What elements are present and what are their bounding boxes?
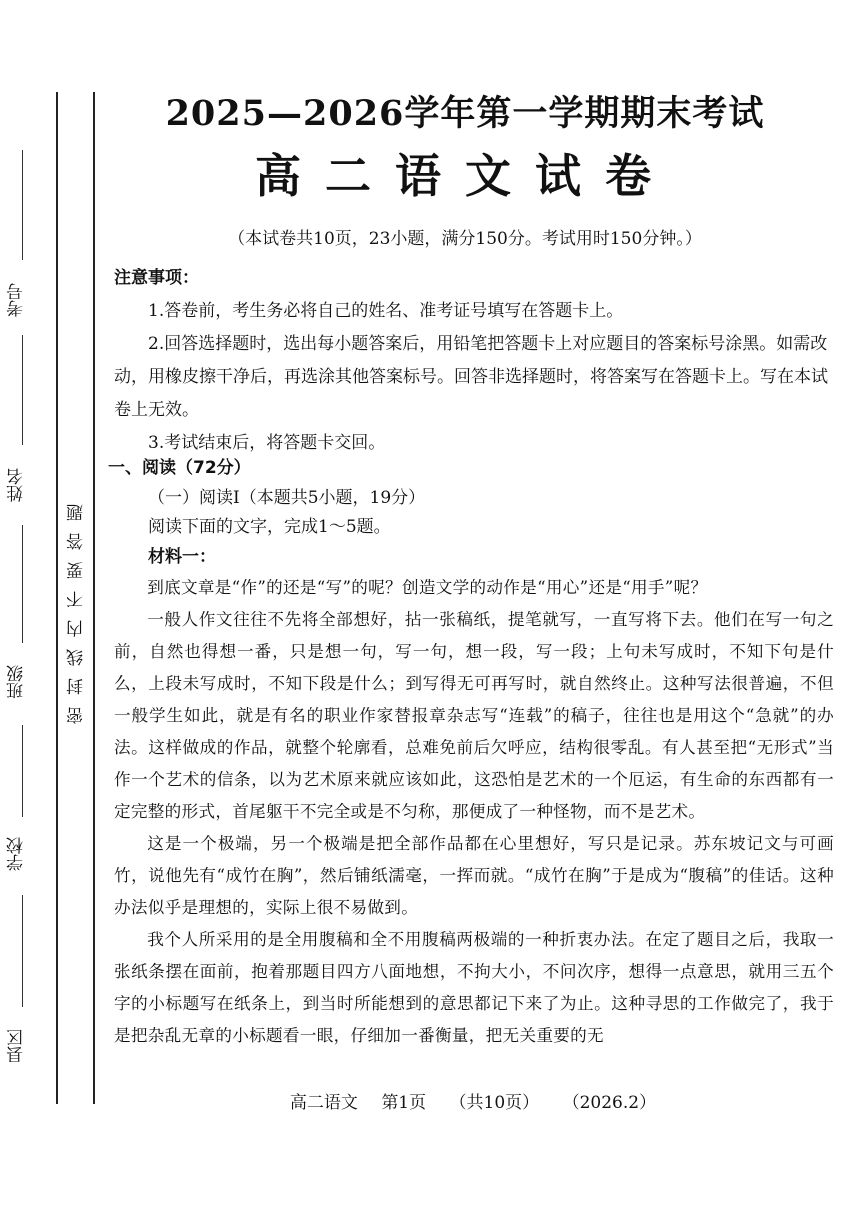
exam-number-line xyxy=(22,150,23,260)
reading-instruction: 阅读下面的文字，完成1～5题。 xyxy=(148,517,391,537)
notice-item: 2.回答选择题时，选出每小题答案后，用铅笔把答题卡上对应题目的答案标号涂黑。如需改动，用橡皮擦干净后，再选涂其他答案标号。回答非选择题时，将答案写在答题卡上。写在本试卷上无效。 xyxy=(114,334,828,420)
notices xyxy=(114,262,834,460)
class-line xyxy=(22,525,23,643)
binding-line-inner xyxy=(93,92,95,1104)
school-label: 学校 xyxy=(7,837,27,871)
school-line xyxy=(22,725,23,817)
footer-total: （共10页） xyxy=(449,1093,540,1113)
passage-paragraph: 到底文章是“作”的还是“写”的呢？创造文学的动作是“用心”还是“用手”呢？ xyxy=(147,578,708,597)
footer-date: （2026.2） xyxy=(562,1093,657,1113)
reading-section xyxy=(108,454,834,1052)
subject-title: 高二语文试卷 xyxy=(255,149,675,203)
name-line xyxy=(22,335,23,445)
passage-paragraph: 这是一个极端，另一个极端是把全部作品都在心里想好，写只是记录。苏东坡记文与可画竹，说他先有“成竹在胸”，然后铺纸濡毫，一挥而就。“成竹在胸”于是成为“腹稿”的佳话。这种办法似乎是理想的，实际上很不易做到。 xyxy=(114,834,834,917)
subsection-title: （一）阅读Ⅰ（本题共5小题，19分） xyxy=(148,487,426,508)
section-title: 一、阅读（72分） xyxy=(108,458,251,478)
seal-notice: 密封线内不要答题 xyxy=(67,492,87,724)
notices-heading: 注意事项： xyxy=(114,268,199,288)
passage-paragraph: 我个人所采用的是全用腹稿和全不用腹稿两极端的一种折衷办法。在定了题目之后，我取一张纸条摆在面前，抱着那题目四方八面地想，不拘大小，不问次序，想得一点意思，就用三五个字的小标题写在纸条上，到当时所能想到的意思都记下来了为止。这种寻思的工作做完了，我于是把杂乱无章的小标题看一眼，仔细加一番衡量，把无关重要的无 xyxy=(114,930,834,1045)
notice-item: 3.考试结束后，将答题卡交回。 xyxy=(148,433,386,453)
page-footer xyxy=(250,1088,710,1113)
binding-line-outer xyxy=(56,92,58,1104)
notice-item: 1.答卷前，考生务必将自己的姓名、准考证号填写在答题卡上。 xyxy=(148,301,624,321)
passage-paragraph: 一般人作文往往不先将全部想好，拈一张稿纸，提笔就写，一直写将下去。他们在写一句之前，自然也得想一番，只是想一句，写一句，想一段，写一段；上句未写成时，不知下句是什么，上段未写成时，不知下段是什么；到写得无可再写时，就自然终止。这种写法很普遍，不但一般学生如此，就是有名的职业作家替报章杂志写“连载”的稿子，往往也是用这个“急就”的办法。这样做成的作品，就整个轮廓看，总难免前后欠呼应，结构很零乱。有人甚至把“无形式”当作一个艺术的信条，以为艺术原来就应该如此，这恐怕是艺术的一个厄运，有生命的东西都有一定完整的形式，首尾躯干不完全或是不匀称，那便成了一种怪物，而不是艺术。 xyxy=(114,610,834,821)
exam-info: （本试卷共10页，23小题，满分150分。考试用时150分钟。） xyxy=(228,229,702,249)
exam-number-label: 考号 xyxy=(7,283,27,317)
footer-page: 第1页 xyxy=(381,1093,427,1113)
county-line xyxy=(22,895,23,1007)
passage xyxy=(114,572,834,1052)
class-label: 班级 xyxy=(7,665,27,699)
footer-subject: 高二语文 xyxy=(289,1093,358,1113)
material-label: 材料一： xyxy=(148,546,216,567)
exam-title: 2025—2026学年第一学期期末考试 xyxy=(165,93,765,134)
county-label: 县区 xyxy=(7,1029,27,1063)
name-label: 姓名 xyxy=(7,468,27,502)
